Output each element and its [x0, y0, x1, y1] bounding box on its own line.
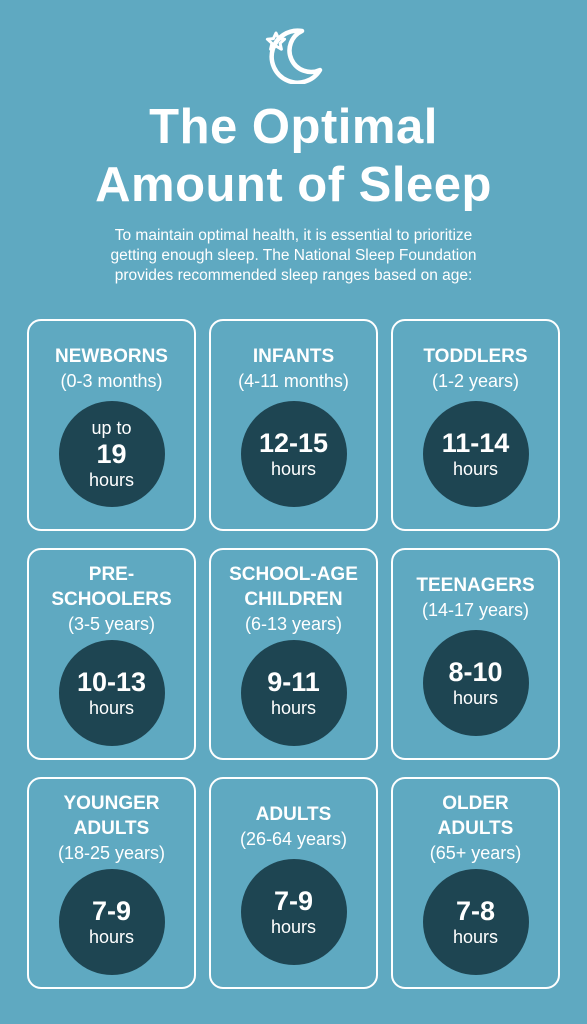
hours-value: 9-11: [267, 667, 320, 697]
hours-circle: [423, 630, 529, 736]
group-name: TODDLERS: [423, 346, 528, 367]
age-range: (6-13 years): [244, 614, 343, 634]
hours-value: 11-14: [441, 428, 510, 458]
hours-circle: [59, 401, 165, 507]
hours-value: 7-9: [91, 896, 132, 926]
group-name: SCHOOL-AGE CHILDREN: [229, 564, 358, 610]
hours-value: 10-13: [76, 667, 147, 697]
page-title: [0, 98, 587, 214]
card-school-age-children: [209, 548, 378, 760]
hours-circle: [241, 401, 347, 507]
intro-text: [40, 226, 547, 286]
intro-line-3: provides recommended sleep ranges based on age:: [114, 267, 473, 284]
age-range: (4-11 months): [238, 371, 349, 391]
hours-value: 19: [96, 439, 127, 469]
hours-prefix: up to: [91, 418, 132, 438]
card-teenagers: [391, 548, 560, 760]
hours-unit: hours: [452, 927, 499, 947]
hours-circle: [241, 859, 347, 965]
age-range: (26-64 years): [239, 829, 348, 849]
card-older-adults: [391, 777, 560, 989]
card-adults: [209, 777, 378, 989]
age-range: (1-2 years): [431, 371, 519, 391]
group-name: YOUNGER ADULTS: [63, 793, 160, 839]
age-range: (14-17 years): [421, 600, 530, 620]
card-newborns: [27, 319, 196, 531]
hours-unit: hours: [88, 698, 135, 718]
moon-star-icon: [262, 28, 326, 84]
hours-value: 7-8: [455, 896, 496, 926]
intro-line-2: getting enough sleep. The National Sleep Foundation: [110, 247, 477, 264]
card-infants: [209, 319, 378, 531]
group-name: NEWBORNS: [55, 346, 168, 367]
hours-circle: [59, 640, 165, 746]
title-line-1: The Optimal: [149, 100, 438, 154]
group-name: ADULTS: [255, 804, 332, 825]
hours-circle: [59, 869, 165, 975]
card-toddlers: [391, 319, 560, 531]
hours-unit: hours: [88, 470, 135, 490]
hours-unit: hours: [270, 917, 317, 937]
age-range: (3-5 years): [67, 614, 155, 634]
card-younger-adults: [27, 777, 196, 989]
age-range: (18-25 years): [57, 843, 166, 863]
hours-unit: hours: [270, 459, 317, 479]
group-name: PRE- SCHOOLERS: [51, 564, 172, 610]
hours-unit: hours: [452, 459, 499, 479]
age-range: (65+ years): [429, 843, 522, 863]
hours-unit: hours: [270, 698, 317, 718]
hours-circle: [241, 640, 347, 746]
hours-value: 12-15: [258, 428, 329, 458]
hours-unit: hours: [88, 927, 135, 947]
group-name: OLDER ADULTS: [437, 793, 514, 839]
age-range: (0-3 months): [60, 371, 163, 391]
hours-circle: [423, 401, 529, 507]
age-group-grid: [27, 319, 561, 989]
card-preschoolers: [27, 548, 196, 760]
hours-unit: hours: [452, 688, 499, 708]
hours-circle: [423, 869, 529, 975]
group-name: INFANTS: [252, 346, 335, 367]
hours-value: 8-10: [448, 657, 503, 687]
hours-value: 7-9: [273, 886, 314, 916]
intro-line-1: To maintain optimal health, it is essential to prioritize: [114, 227, 473, 244]
group-name: TEENAGERS: [416, 575, 535, 596]
title-line-2: Amount of Sleep: [95, 158, 492, 212]
